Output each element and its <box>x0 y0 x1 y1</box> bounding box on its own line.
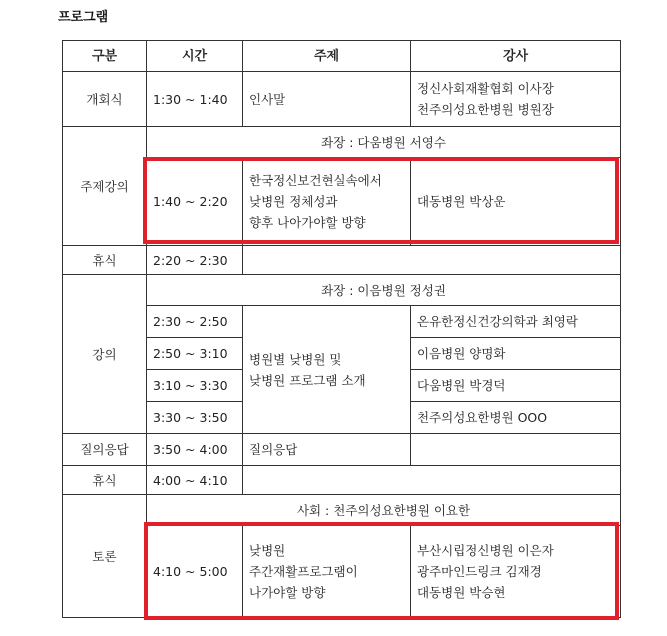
header-time: 시간 <box>147 41 243 72</box>
speaker-name: 대동병원 박승현 <box>417 585 506 600</box>
moderator-cell: 사회 : 천주의성요한병원 이요한 <box>147 495 621 526</box>
speaker-cell: 이음병원 양명화 <box>411 338 621 370</box>
category-cell: 휴식 <box>63 466 147 495</box>
table-row <box>63 72 621 127</box>
topic-line: 병원별 낮병원 및 <box>249 351 342 367</box>
time-cell: 1:40 ~ 2:20 <box>147 158 243 246</box>
chair-cell: 좌장 : 다움병원 서영수 <box>147 127 621 158</box>
topic-line: 낮병원 프로그램 소개 <box>249 372 366 388</box>
speaker-cell: 대동병원 박상운 <box>411 158 621 246</box>
table-row <box>63 127 621 158</box>
topic-cell <box>243 306 411 434</box>
header-row <box>63 41 621 72</box>
speaker-cell <box>411 72 621 127</box>
table-row <box>63 246 621 275</box>
category-cell: 토론 <box>63 495 147 618</box>
time-cell: 3:10 ~ 3:30 <box>147 370 243 402</box>
topic-line: 한국정신보건현실속에서 <box>249 173 382 188</box>
speaker-name: 광주마인드링크 김재경 <box>417 564 542 579</box>
program-table <box>62 40 621 618</box>
time-cell: 4:00 ~ 4:10 <box>147 466 243 495</box>
time-cell: 2:20 ~ 2:30 <box>147 246 243 275</box>
time-cell: 3:50 ~ 4:00 <box>147 434 243 466</box>
topic-line: 낮병원 <box>249 543 286 558</box>
speaker-cell <box>411 526 621 618</box>
topic-line: 향후 나아가야할 방향 <box>249 215 366 230</box>
empty-cell <box>243 466 621 495</box>
topic-cell: 인사말 <box>243 72 411 127</box>
time-cell: 2:50 ~ 3:10 <box>147 338 243 370</box>
empty-cell <box>411 434 621 466</box>
table-row <box>63 275 621 306</box>
header-topic: 주제 <box>243 41 411 72</box>
speaker-cell: 온유한정신건강의학과 최영락 <box>411 306 621 338</box>
speaker-name: 부산시립정신병원 이은자 <box>417 543 554 558</box>
speaker-cell: 다움병원 박경덕 <box>411 370 621 402</box>
table-row <box>63 526 621 618</box>
topic-line: 나가야할 방향 <box>249 585 326 600</box>
category-cell: 강의 <box>63 275 147 434</box>
empty-cell <box>243 246 621 275</box>
topic-cell <box>243 158 411 246</box>
speaker-cell: 천주의성요한병원 OOO <box>411 402 621 434</box>
table-row <box>63 466 621 495</box>
time-cell: 4:10 ~ 5:00 <box>147 526 243 618</box>
topic-line: 주간재활프로그램이 <box>249 564 358 579</box>
category-cell: 개회식 <box>63 72 147 127</box>
topic-cell: 질의응답 <box>243 434 411 466</box>
speaker-name: 정신사회재활협회 이사장 <box>417 81 554 96</box>
table-row <box>63 158 621 246</box>
category-cell: 주제강의 <box>63 127 147 246</box>
time-cell: 3:30 ~ 3:50 <box>147 402 243 434</box>
topic-line: 낮병원 정체성과 <box>249 194 338 209</box>
header-speaker: 강사 <box>411 41 621 72</box>
time-cell: 1:30 ~ 1:40 <box>147 72 243 127</box>
topic-cell <box>243 526 411 618</box>
table-row <box>63 495 621 526</box>
page-title: 프로그램 <box>58 10 109 25</box>
speaker-name: 천주의성요한병원 병원장 <box>417 102 554 117</box>
category-cell: 질의응답 <box>63 434 147 466</box>
table-row <box>63 434 621 466</box>
category-cell: 휴식 <box>63 246 147 275</box>
table-row <box>63 306 621 338</box>
time-cell: 2:30 ~ 2:50 <box>147 306 243 338</box>
header-category: 구분 <box>63 41 147 72</box>
chair-cell: 좌장 : 이음병원 정성권 <box>147 275 621 306</box>
